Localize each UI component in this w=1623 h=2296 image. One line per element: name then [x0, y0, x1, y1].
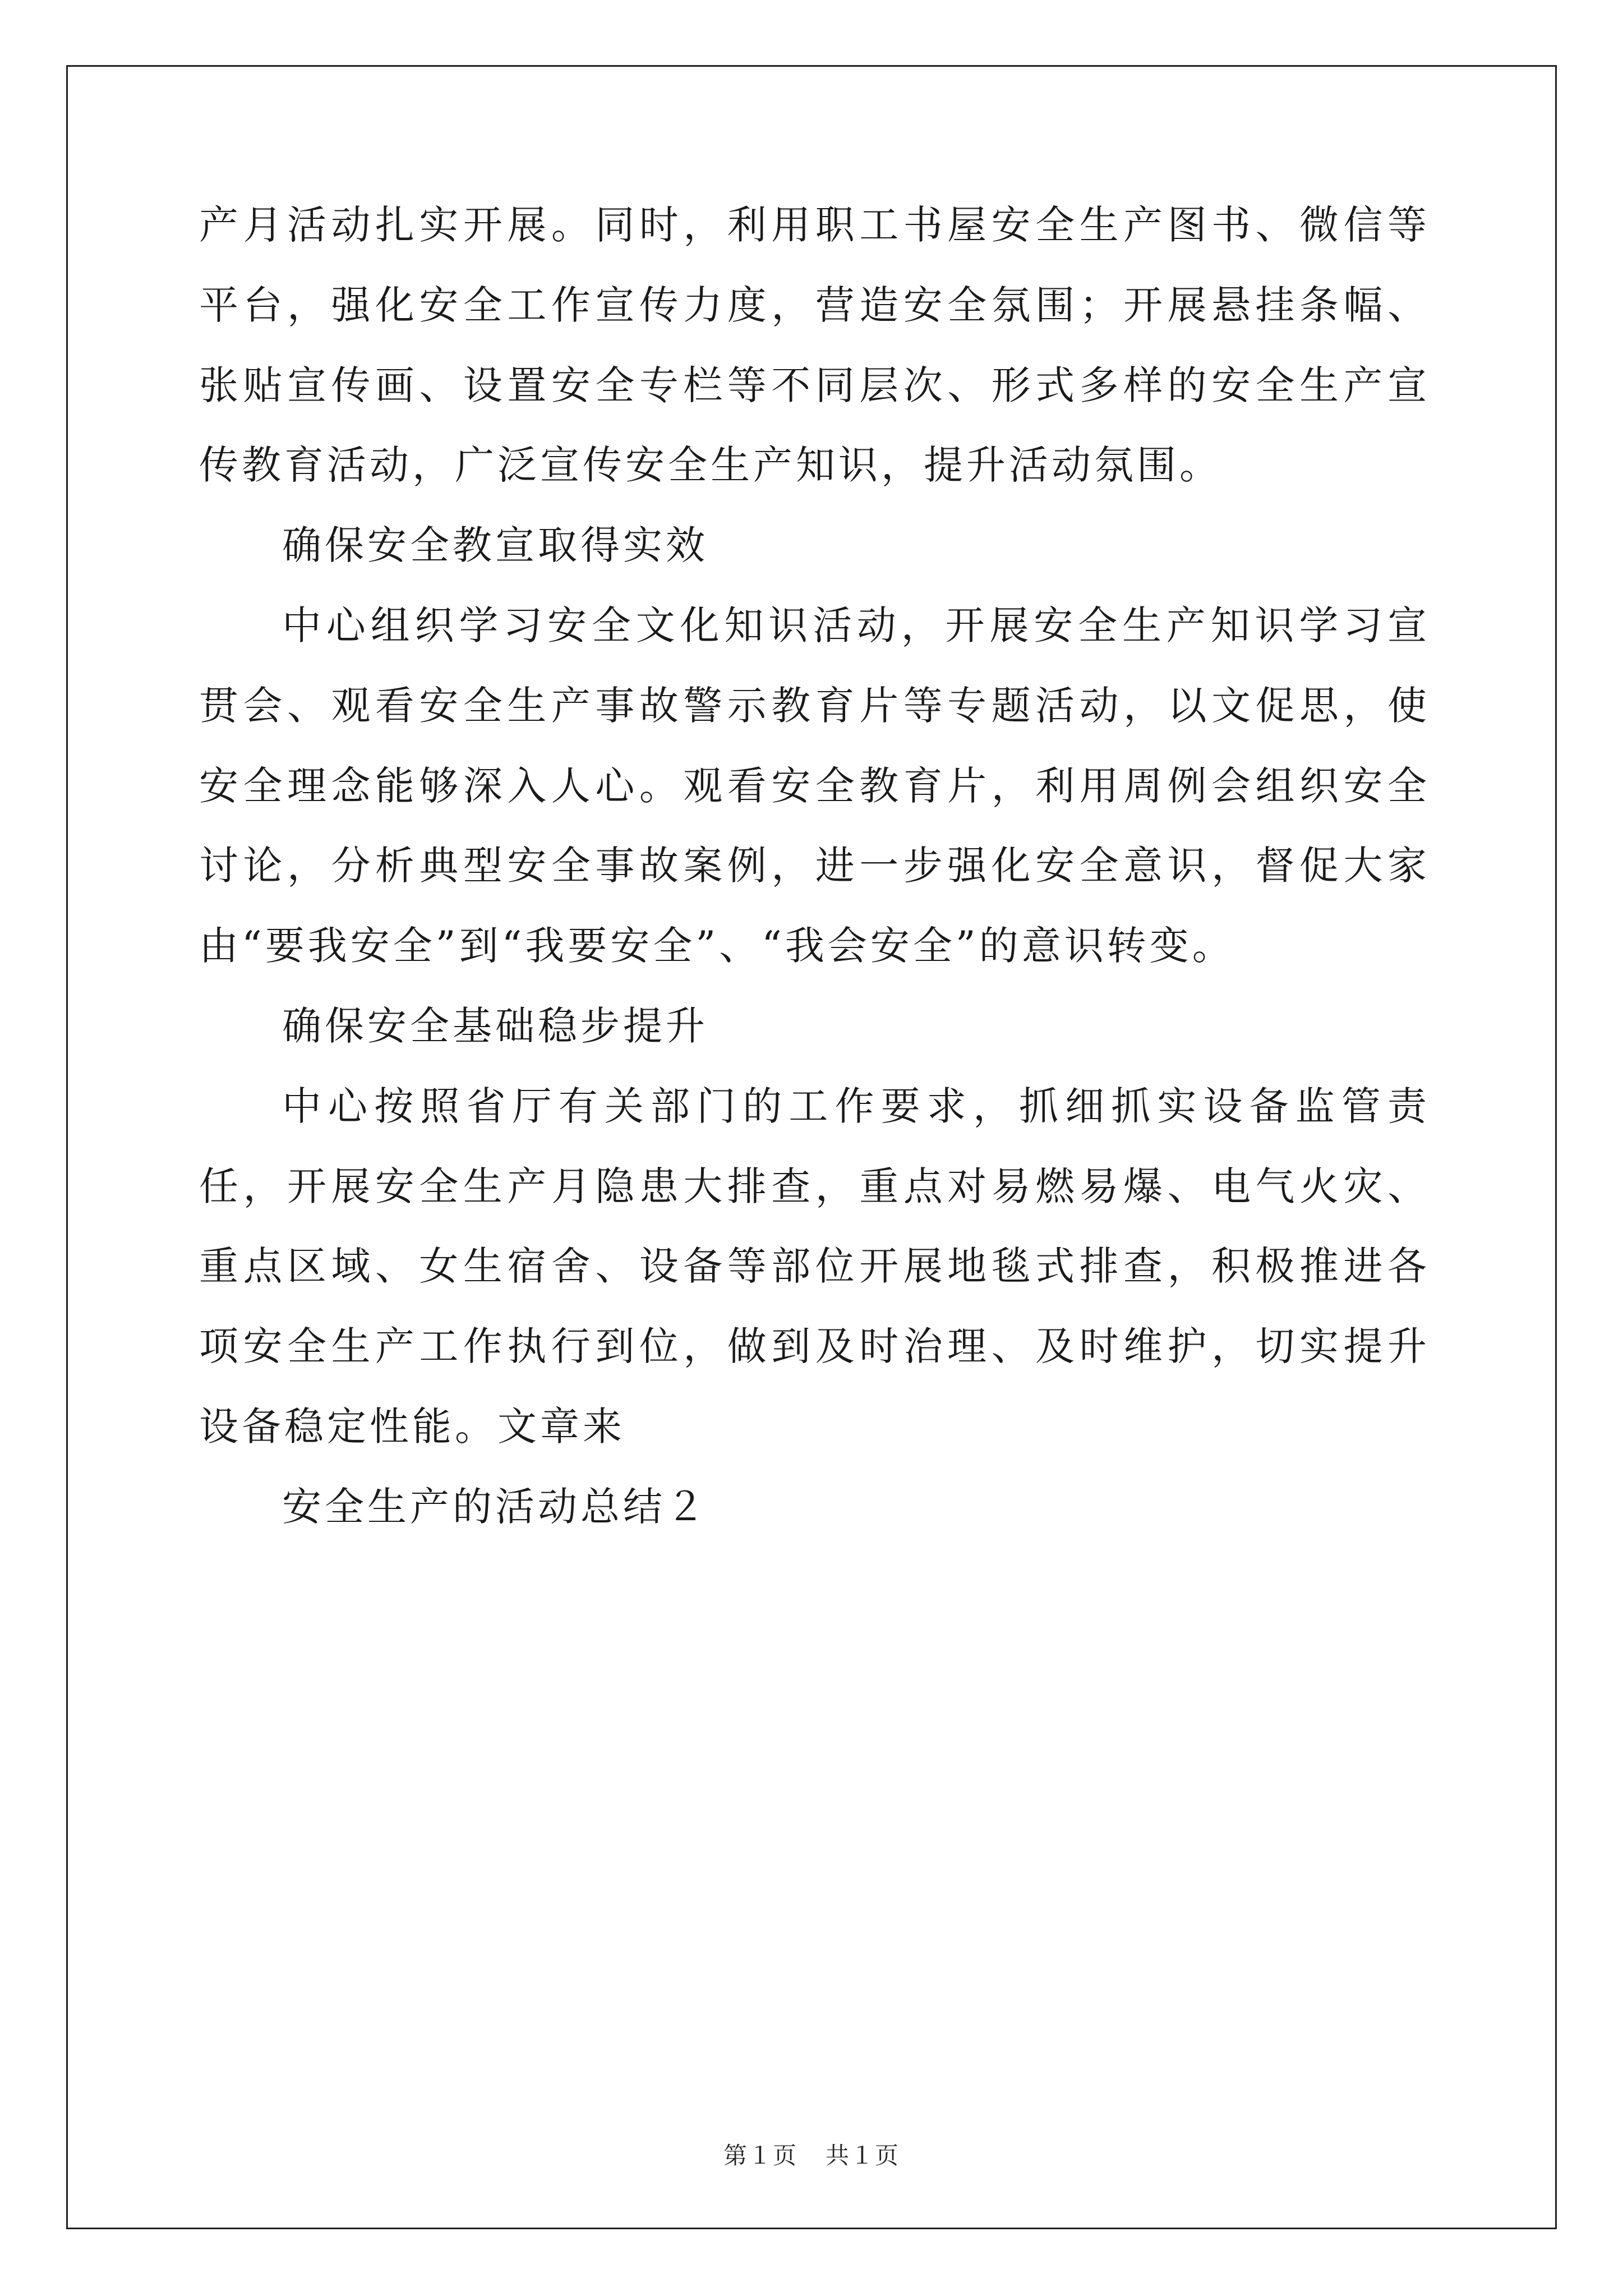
section-heading-summary-2: 安全生产的活动总结２: [282, 1483, 708, 1530]
document-body: [199, 185, 1430, 1547]
page-number: 第１页: [723, 2142, 797, 2169]
page-footer: [0, 2137, 1623, 2171]
section-heading-foundation: 确保安全基础稳步提升: [282, 1002, 708, 1049]
paragraph-continuation: 产月活动扎实开展。同时，利用职工书屋安全生产图书、微信等平台，强化安全工作宣传力度，营造安全氛围；开展悬挂条幅、张贴宣传画、设置安全专栏等不同层次、形式多样的安全生产宣传教育活动，广泛宣传安全生产知识，提升活动氛围。: [199, 202, 1430, 489]
section-heading-education: 确保安全教宣取得实效: [282, 522, 708, 569]
page-total: 共１页: [826, 2142, 900, 2169]
paragraph-education: 中心组织学习安全文化知识活动，开展安全生产知识学习宣贯会、观看安全生产事故警示教育片等专题活动，以文促思，使安全理念能够深入人心。观看安全教育片，利用周例会组织安全讨论，分析典型安全事故案例，进一步强化安全意识，督促大家由“要我安全”到“我要安全”、“我会安全”的意识转变。: [199, 602, 1430, 969]
paragraph-foundation: 中心按照省厅有关部门的工作要求，抓细抓实设备监管责任，开展安全生产月隐患大排查，重点对易燃易爆、电气火灾、重点区域、女生宿舍、设备等部位开展地毯式排查，积极推进各项安全生产工作执行到位，做到及时治理、及时维护，切实提升设备稳定性能。文章来: [199, 1083, 1430, 1450]
